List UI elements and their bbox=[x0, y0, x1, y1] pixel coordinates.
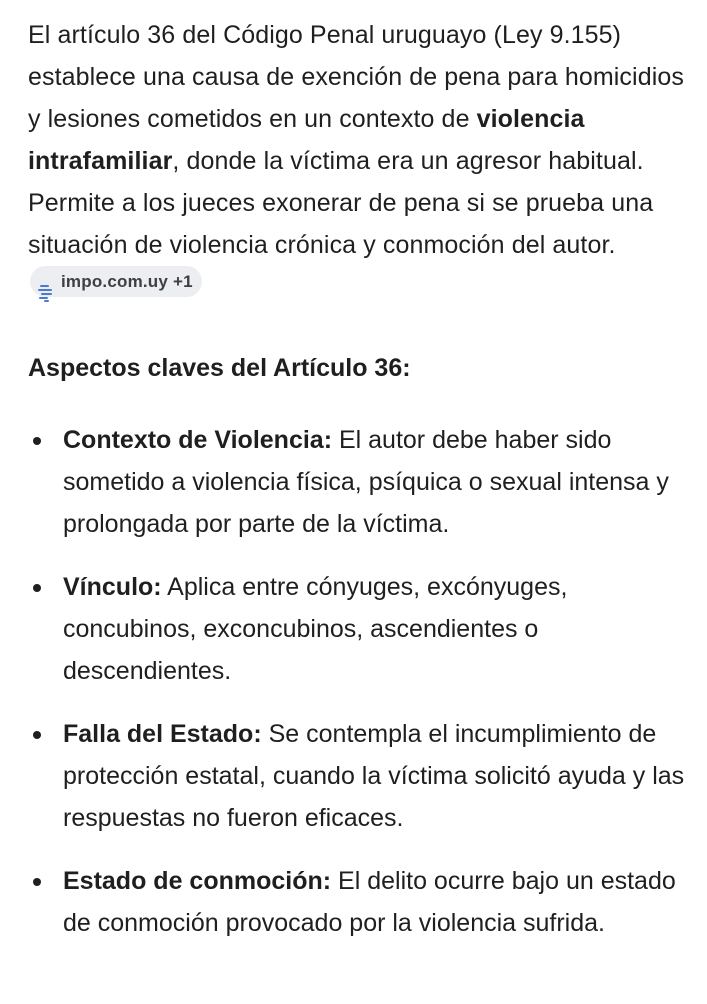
list-item bbox=[28, 713, 685, 839]
intro-text-end: , donde la víctima era un agresor habitual. Permite a los jueces exonerar de pena si se prueba una situación de violencia crónica y conmoción del autor. bbox=[28, 147, 654, 259]
bullet-icon bbox=[33, 584, 41, 592]
list-item-title: Estado de conmoción: bbox=[63, 866, 332, 895]
source-chip[interactable] bbox=[30, 266, 202, 297]
source-favicon-icon bbox=[38, 273, 54, 291]
list-item-title: Vínculo: bbox=[63, 572, 162, 601]
bullet-icon bbox=[33, 437, 41, 445]
list-item-text: Se contempla el incumplimiento de protección estatal, cuando la víctima solicitó ayuda y las respuestas no fueron eficaces. bbox=[63, 719, 685, 832]
bullet-icon bbox=[33, 731, 41, 739]
list-item bbox=[28, 419, 685, 545]
intro-text-start: El artículo 36 del Código Penal uruguayo (Ley 9.155) establece una causa de exención de pena para homicidios y lesiones cometidos en un contexto de bbox=[28, 21, 684, 133]
list-item-text: Aplica entre cónyuges, excónyuges, concubinos, exconcubinos, ascendientes o descendientes. bbox=[63, 572, 568, 685]
list-item bbox=[28, 860, 685, 944]
intro-paragraph bbox=[28, 14, 685, 317]
list-item-title: Contexto de Violencia: bbox=[63, 425, 333, 454]
section-heading: Aspectos claves del Artículo 36: bbox=[28, 353, 411, 382]
list-item-title: Falla del Estado: bbox=[63, 719, 262, 748]
key-aspects-list bbox=[28, 419, 685, 944]
list-item bbox=[28, 566, 685, 692]
source-chip-label: impo.com.uy +1 bbox=[61, 272, 193, 291]
list-item-text: El delito ocurre bajo un estado de conmoción provocado por la violencia sufrida. bbox=[63, 866, 676, 937]
list-item-text: El autor debe haber sido sometido a violencia física, psíquica o sexual intensa y prolongada por parte de la víctima. bbox=[63, 425, 669, 538]
bullet-icon bbox=[33, 878, 41, 886]
intro-bold-term: violencia intrafamiliar bbox=[28, 105, 585, 175]
